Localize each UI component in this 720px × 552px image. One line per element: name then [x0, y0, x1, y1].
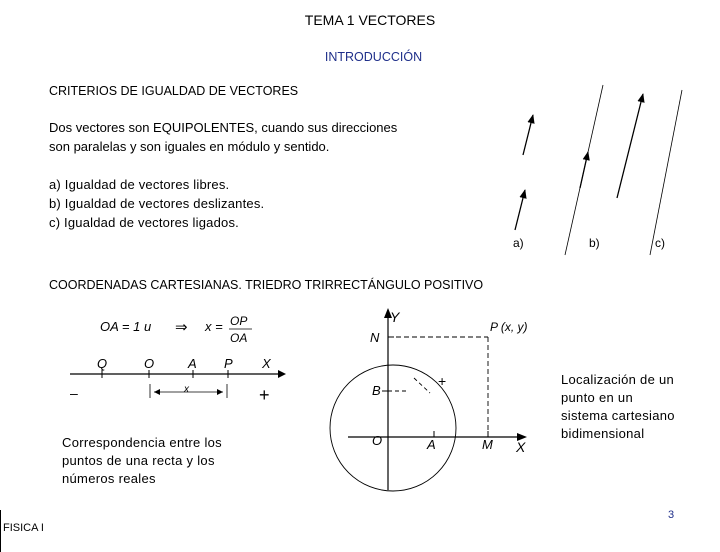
equality-list: [49, 175, 264, 232]
caption-line: sistema cartesiano: [561, 408, 675, 423]
equation-x: x =: [205, 319, 223, 334]
definition-line: Dos vectores son EQUIPOLENTES, cuando sus direcciones: [49, 120, 398, 135]
point-label: O: [144, 356, 155, 371]
vector-arrow: [523, 115, 533, 155]
equation-unit: OA = 1 u: [100, 319, 152, 334]
vector-arrow: [617, 94, 643, 198]
implies-symbol: ⇒: [175, 319, 188, 336]
vector-arrow: [515, 190, 525, 230]
point-a-label: A: [427, 437, 436, 452]
caption-line: bidimensional: [561, 426, 645, 441]
number-line-figure: [62, 306, 292, 406]
section-heading-cartesian: COORDENADAS CARTESIANAS. TRIEDRO TRIRRECTÁNGULO POSITIVO: [49, 278, 484, 292]
minus-sign: –: [70, 385, 78, 401]
point-label: P: [224, 356, 233, 371]
point-label: X: [262, 356, 271, 371]
caption-line: Localización de un: [561, 372, 675, 387]
figure-label-c: c): [655, 236, 665, 250]
slide-title: TEMA 1 VECTORES: [304, 12, 436, 28]
y-axis-label: Y: [390, 309, 400, 325]
caption-line: punto en un: [561, 390, 633, 405]
plus-sign: +: [259, 385, 270, 405]
figure-label-a: a): [513, 236, 524, 250]
caption-line: puntos de una recta y los: [62, 453, 215, 468]
slide-subtitle: INTRODUCCIÓN: [324, 50, 423, 64]
list-item: a) Igualdad de vectores libres.: [49, 177, 230, 192]
page-number: 3: [668, 509, 675, 521]
point-label: A: [188, 356, 197, 371]
vector-arrow: [580, 152, 588, 188]
list-item: b) Igualdad de vectores deslizantes.: [49, 196, 265, 211]
caption-line: Correspondencia entre los: [62, 435, 222, 450]
fraction-numerator: OP: [230, 314, 248, 328]
list-item: c) Igualdad de vectores ligados.: [49, 215, 239, 230]
x-axis-label: X: [516, 439, 526, 455]
point-label: Q: [97, 356, 108, 371]
footer-course: FISICA I: [0, 510, 44, 552]
fraction-denominator: OA: [230, 331, 248, 345]
origin-label: O: [372, 433, 383, 448]
plus-sign: +: [438, 373, 447, 389]
plane-caption: [561, 371, 675, 443]
section-heading-equality: CRITERIOS DE IGUALDAD DE VECTORES: [49, 84, 299, 98]
equal-vectors-figure: [495, 80, 695, 260]
figure-label-b: b): [589, 236, 600, 250]
line-of-action: [650, 90, 682, 255]
distance-x-label: x: [184, 384, 189, 395]
point-p-label: P (x, y): [490, 320, 528, 334]
number-line-caption: [62, 434, 222, 488]
point-n-label: N: [370, 330, 380, 345]
cartesian-plane-figure: [318, 300, 548, 500]
point-b-label: B: [372, 383, 381, 398]
point-m-label: M: [482, 437, 493, 452]
definition-line: son paralelas y son iguales en módulo y sentido.: [49, 139, 330, 154]
equipollent-definition: [49, 118, 397, 156]
caption-line: números reales: [62, 471, 156, 486]
